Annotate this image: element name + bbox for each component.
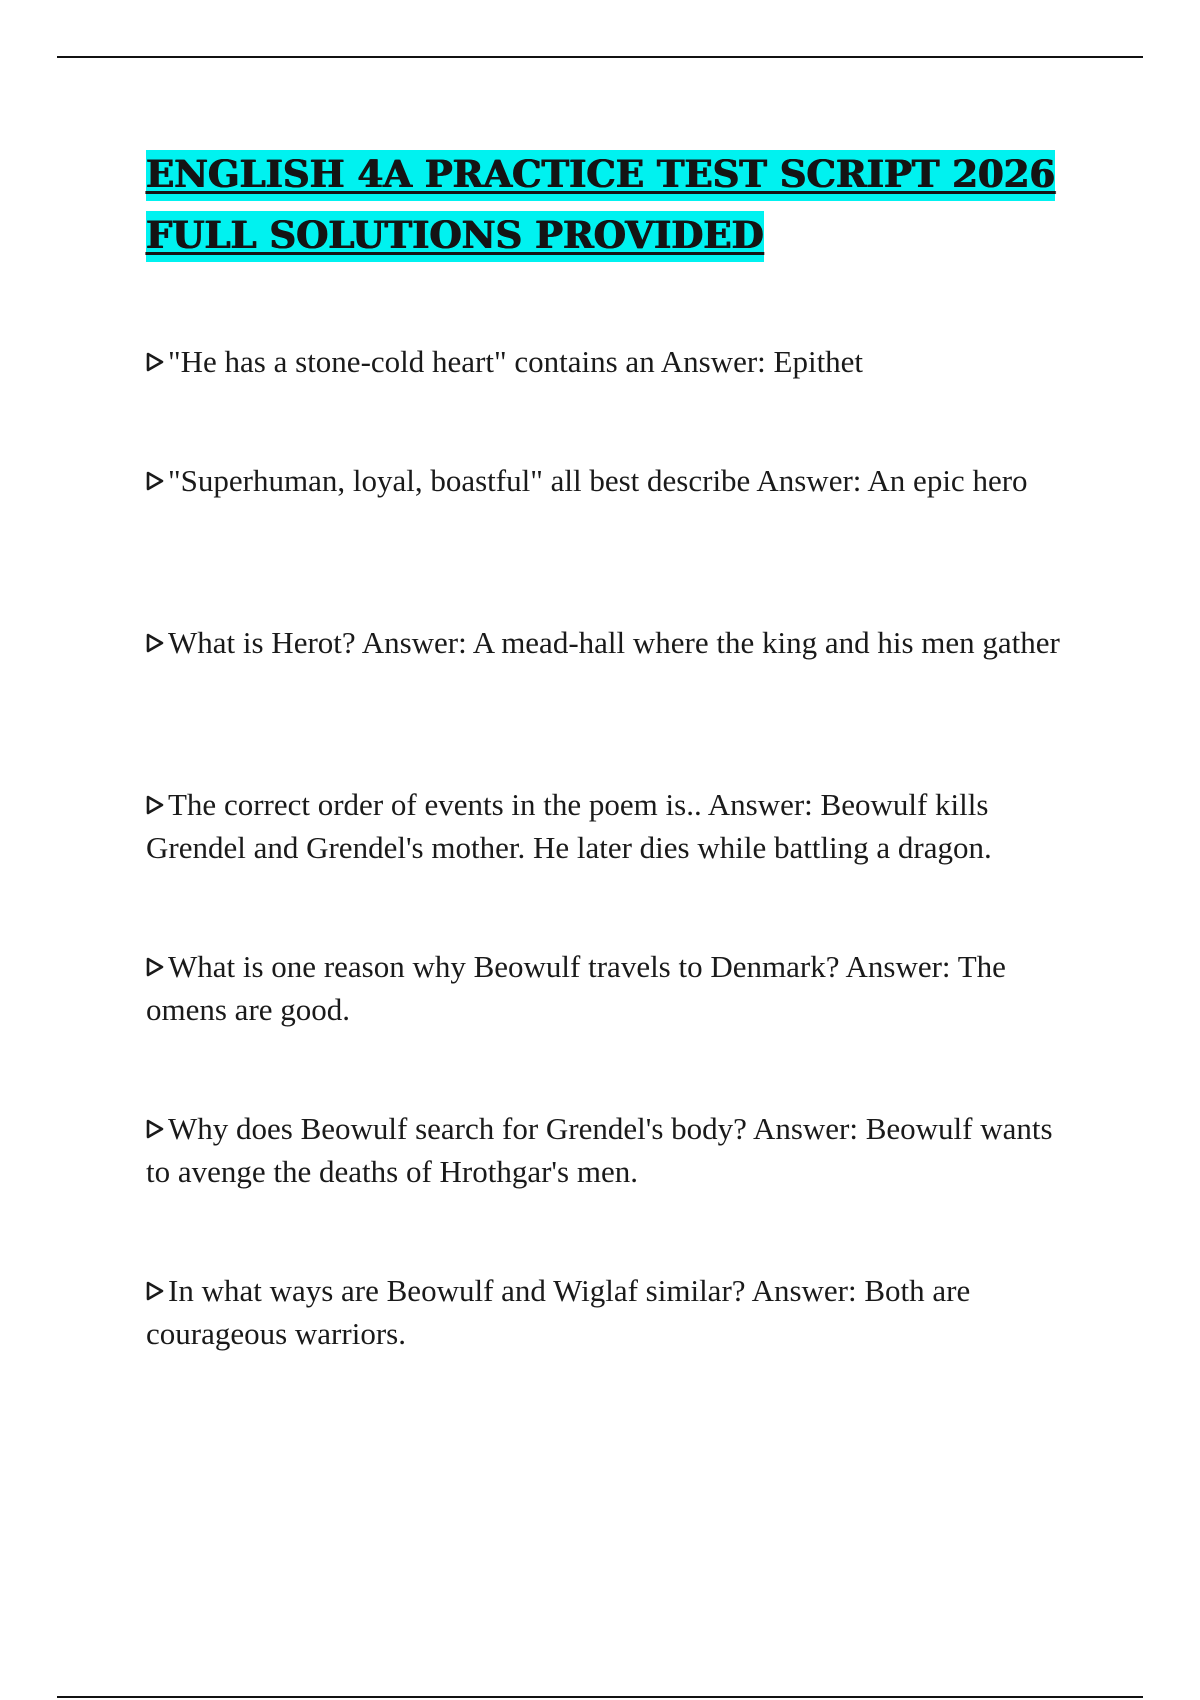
qa-item bbox=[146, 783, 1066, 869]
bullet-triangle-icon bbox=[146, 795, 168, 815]
bullet-triangle-icon bbox=[146, 957, 168, 977]
title-line-2: FULL SOLUTIONS PROVIDED bbox=[146, 211, 764, 262]
bullet-triangle-icon bbox=[146, 633, 168, 653]
qa-item bbox=[146, 945, 1066, 1031]
qa-text: "He has a stone-cold heart" contains an Answer: Epithet bbox=[168, 344, 864, 379]
bullet-triangle-icon bbox=[146, 1281, 168, 1301]
qa-text: In what ways are Beowulf and Wiglaf similar? Answer: Both are courageous warriors. bbox=[146, 1273, 971, 1351]
document-title bbox=[146, 144, 1086, 266]
qa-item bbox=[146, 1107, 1066, 1193]
bottom-rule bbox=[57, 1696, 1143, 1698]
qa-text: The correct order of events in the poem is.. Answer: Beowulf kills Grendel and Grendel's mother. He later dies while battling a dragon. bbox=[146, 787, 992, 865]
top-rule bbox=[57, 56, 1143, 58]
qa-text: Why does Beowulf search for Grendel's body? Answer: Beowulf wants to avenge the deaths of Hrothgar's men. bbox=[146, 1111, 1053, 1189]
title-line-1: ENGLISH 4A PRACTICE TEST SCRIPT 2026 bbox=[146, 150, 1055, 201]
bullet-triangle-icon bbox=[146, 471, 168, 491]
qa-text: What is Herot? Answer: A mead-hall where the king and his men gather bbox=[168, 625, 1060, 660]
qa-item bbox=[146, 340, 1066, 383]
bullet-triangle-icon bbox=[146, 1119, 168, 1139]
bullet-triangle-icon bbox=[146, 352, 168, 372]
qa-item bbox=[146, 1269, 1066, 1355]
qa-text: What is one reason why Beowulf travels to Denmark? Answer: The omens are good. bbox=[146, 949, 1006, 1027]
qa-item bbox=[146, 621, 1066, 664]
qa-text: "Superhuman, loyal, boastful" all best describe Answer: An epic hero bbox=[168, 463, 1028, 498]
qa-item bbox=[146, 459, 1066, 502]
